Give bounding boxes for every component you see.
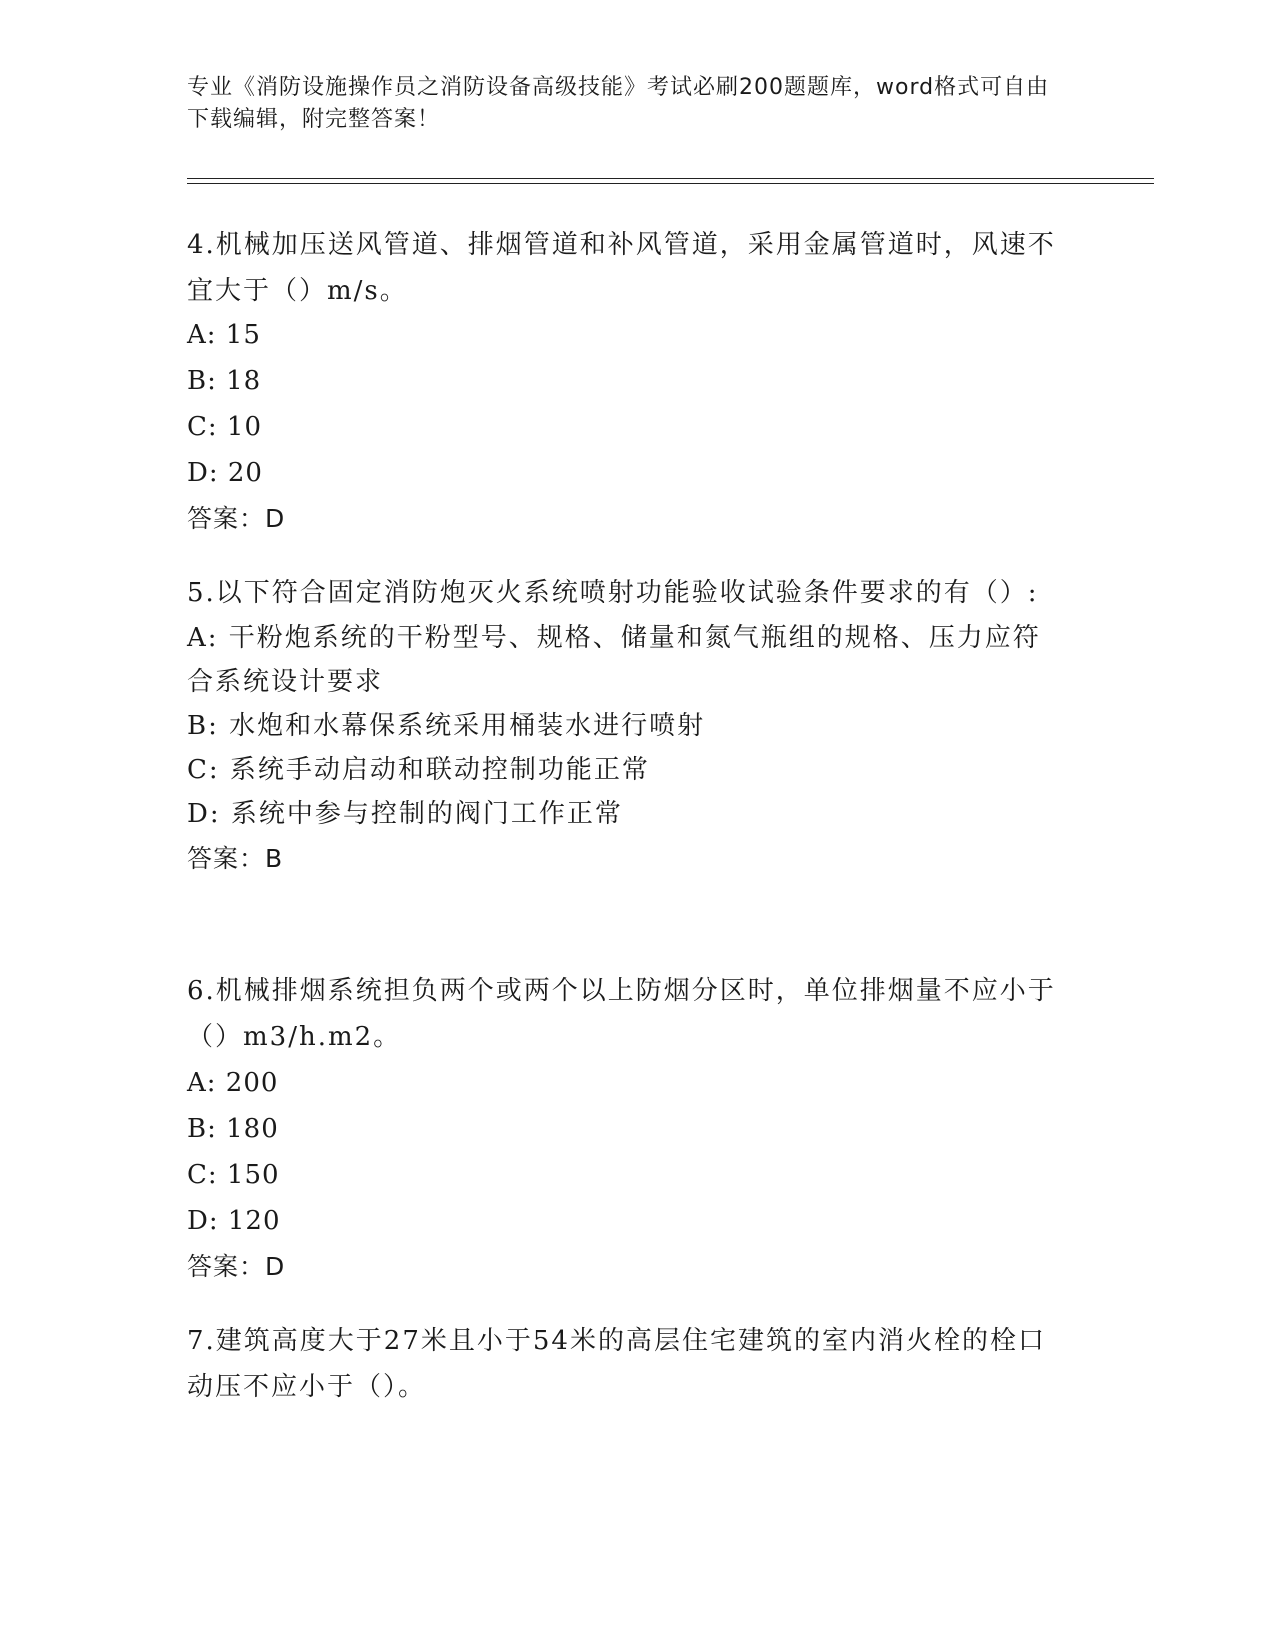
option-d: D: 20 [187, 458, 263, 488]
option-c: C: 系统手动启动和联动控制功能正常 [187, 755, 650, 785]
option-d: D: 120 [187, 1206, 281, 1236]
question-stem: 6.机械排烟系统担负两个或两个以上防烟分区时，单位排烟量不应小于（）m3/h.m2。 [187, 976, 1056, 1052]
option-c: C: 150 [187, 1160, 280, 1190]
option-d: D: 系统中参与控制的阀门工作正常 [187, 799, 623, 829]
question-4 [187, 222, 1067, 542]
option-a: A: 干粉炮系统的干粉型号、规格、储量和氮气瓶组的规格、压力应符合系统设计要求 [187, 623, 1041, 697]
question-stem: 4.机械加压送风管道、排烟管道和补风管道，采用金属管道时，风速不宜大于（）m/s。 [187, 230, 1056, 306]
answer: 答案：D [187, 1252, 286, 1281]
option-b: B: 18 [187, 366, 262, 396]
option-b: B: 水炮和水幕保系统采用桶装水进行喷射 [187, 711, 706, 741]
answer: 答案：B [187, 844, 284, 873]
question-7 [187, 1318, 1067, 1410]
question-5 [187, 570, 1067, 882]
answer: 答案：D [187, 504, 286, 533]
option-a: A: 15 [187, 320, 261, 350]
question-stem: 5.以下符合固定消防炮灭火系统喷射功能验收试验条件要求的有（）: [187, 578, 1039, 608]
document-header: 专业《消防设施操作员之消防设备高级技能》考试必刷200题题库，word格式可自由下载编辑，附完整答案！ [187, 75, 1050, 132]
question-6 [187, 968, 1067, 1290]
question-stem: 7.建筑高度大于27米且小于54米的高层住宅建筑的室内消火栓的栓口动压不应小于（）。 [187, 1326, 1046, 1402]
option-c: C: 10 [187, 412, 263, 442]
option-a: A: 200 [187, 1068, 279, 1098]
option-b: B: 180 [187, 1114, 279, 1144]
header-divider [187, 178, 1154, 184]
